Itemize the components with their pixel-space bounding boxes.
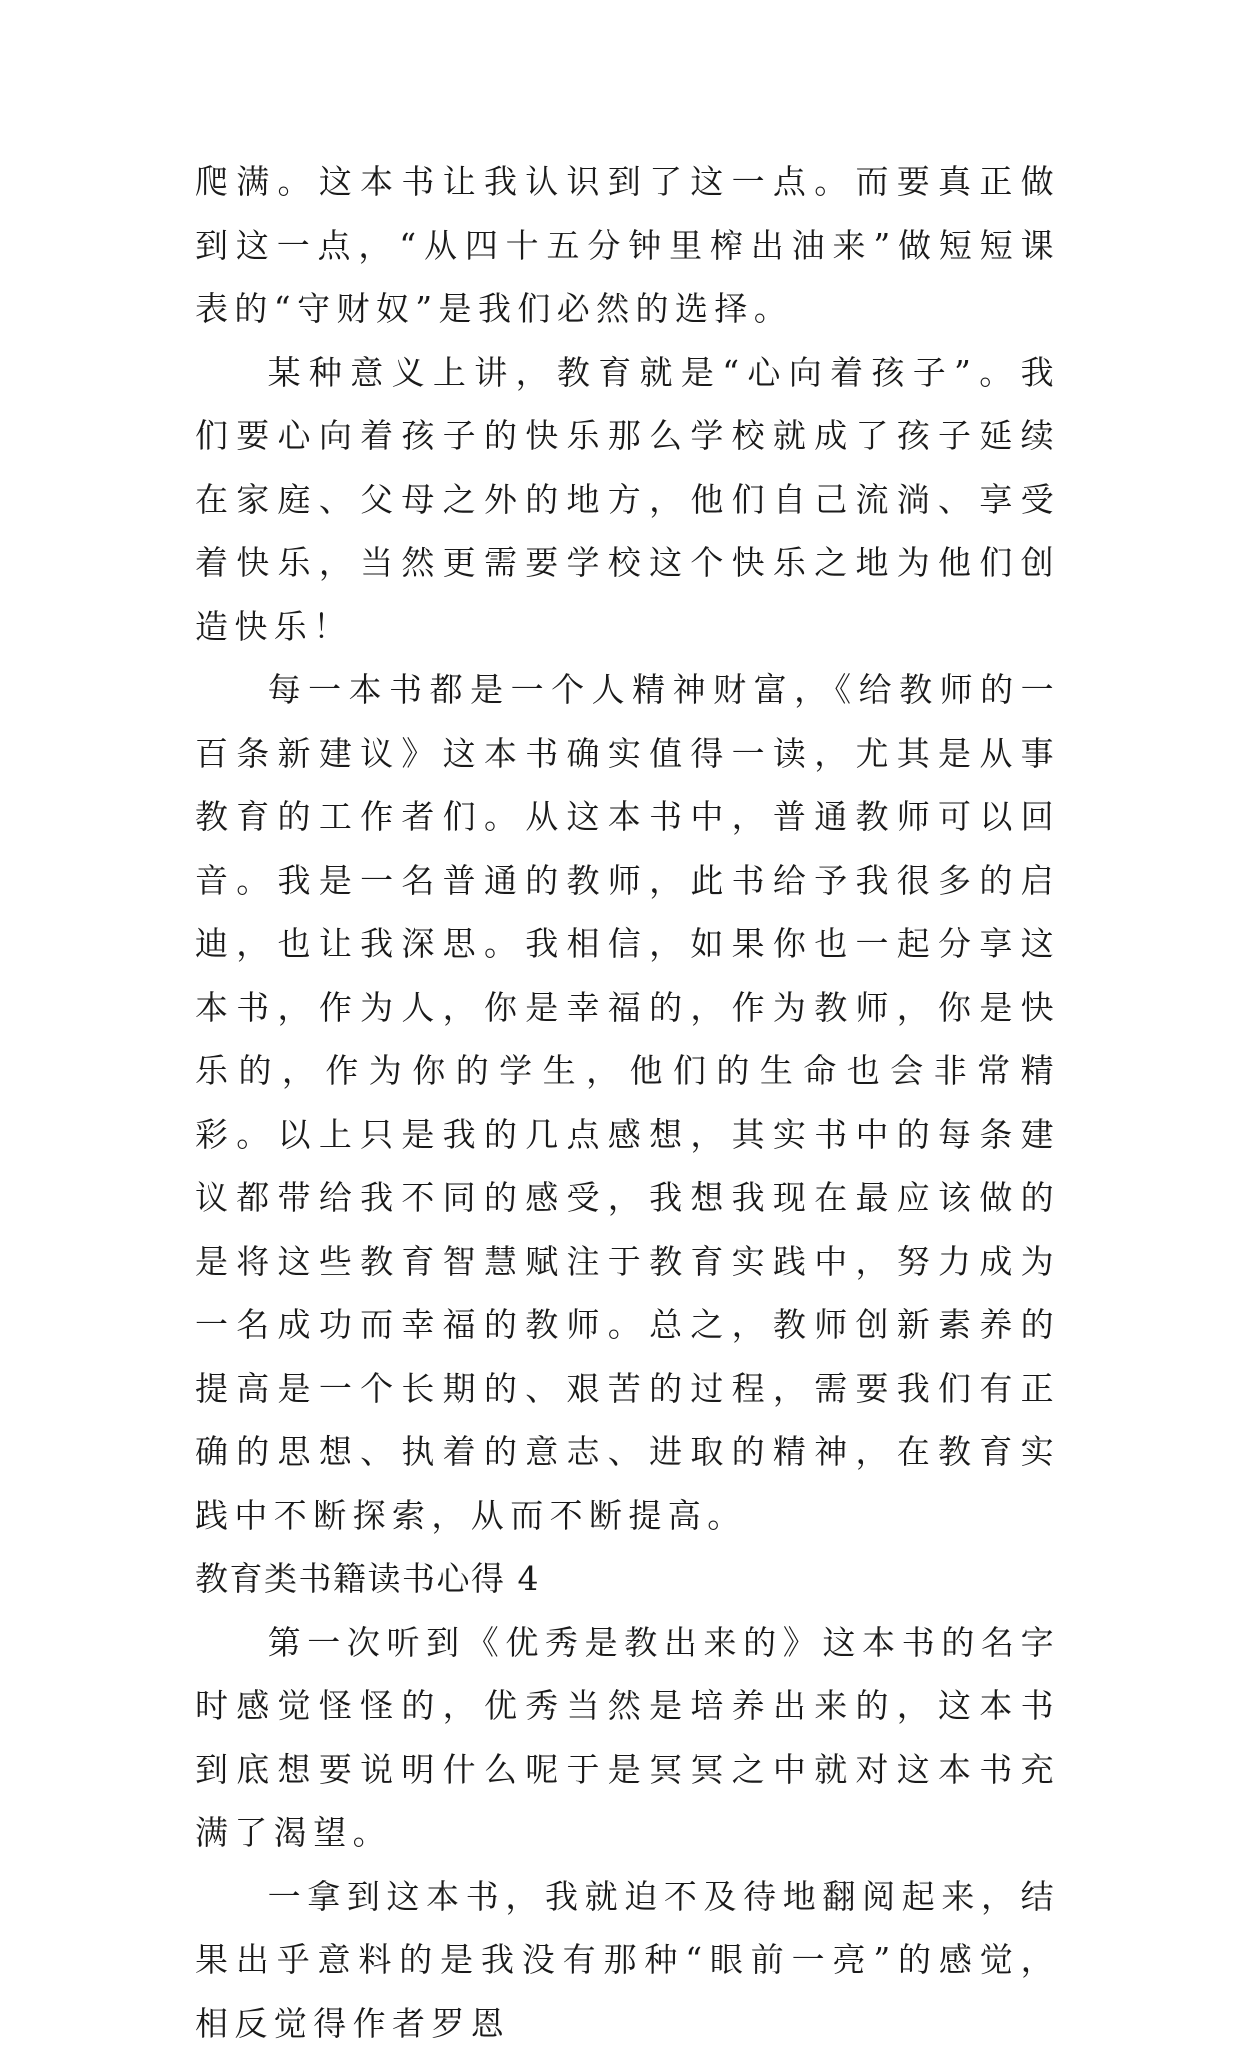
section-heading: 教育类书籍读书心得 4	[195, 1547, 1060, 1611]
paragraph-2: 某种意义上讲，教育就是“心向着孩子”。我们要心向着孩子的快乐那么学校就成了孩子延续在家庭、父母之外的地方，他们自己流淌、享受着快乐，当然更需要学校这个快乐之地为他们创造快乐！	[195, 341, 1060, 659]
document-body	[195, 150, 1060, 2055]
paragraph-4: 第一次听到《优秀是教出来的》这本书的名字时感觉怪怪的，优秀当然是培养出来的，这本书到底想要说明什么呢于是冥冥之中就对这本书充满了渴望。	[195, 1611, 1060, 1865]
paragraph-1: 爬满。这本书让我认识到了这一点。而要真正做到这一点，“从四十五分钟里榨出油来”做短短课表的“守财奴”是我们必然的选择。	[195, 150, 1060, 341]
paragraph-5: 一拿到这本书，我就迫不及待地翻阅起来，结果出乎意料的是我没有那种“眼前一亮”的感觉，相反觉得作者罗恩	[195, 1865, 1060, 2055]
paragraph-3: 每一本书都是一个人精神财富，《给教师的一百条新建议》这本书确实值得一读，尤其是从事教育的工作者们。从这本书中，普通教师可以回音。我是一名普通的教师，此书给予我很多的启迪，也让我深思。我相信，如果你也一起分享这本书，作为人，你是幸福的，作为教师，你是快乐的，作为你的学生，他们的生命也会非常精彩。以上只是我的几点感想，其实书中的每条建议都带给我不同的感受，我想我现在最应该做的是将这些教育智慧赋注于教育实践中，努力成为一名成功而幸福的教师。总之，教师创新素养的提高是一个长期的、艰苦的过程，需要我们有正确的思想、执着的意志、进取的精神，在教育实践中不断探索，从而不断提高。	[195, 658, 1060, 1547]
